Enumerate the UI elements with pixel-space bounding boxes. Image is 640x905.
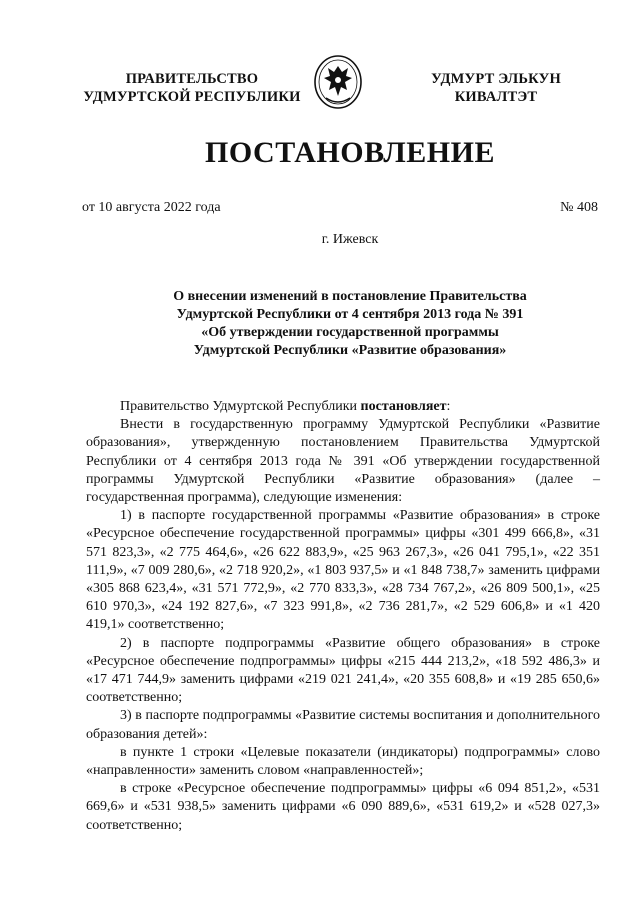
document-title: ПОСТАНОВЛЕНИЕ xyxy=(205,136,495,169)
subject-line: О внесении изменений в постановление Правительства xyxy=(173,289,527,304)
body-paragraph: в строке «Ресурсное обеспечение подпрограммы» цифры «6 094 851,2», «531 669,6» и «531 938,5» заменить цифрами «6 090 889,6», «531 619,2» и «528 027,3» соответственно; xyxy=(86,781,600,833)
intro-prefix: Правительство Удмуртской Республики xyxy=(120,399,361,414)
body-paragraph: 2) в паспорте подпрограммы «Развитие общего образования» в строке «Ресурсное обеспечение подпрограммы» цифры «215 444 213,2», «18 592 486,3» и «17 471 744,9» заменить цифрами «219 021 241,4», «20 355 608,8» и «19 285 650,6» соответственно; xyxy=(86,635,600,706)
document-date: от 10 августа 2022 года xyxy=(82,200,221,215)
subject-line: «Об утверждении государственной программы xyxy=(201,325,499,340)
body-paragraph: 1) в паспорте государственной программы «Развитие образования» в строке «Ресурсное обеспечение государственной программы» цифры «301 499 666,8», «31 571 823,3», «2 775 464,6», «26 622 883,9», «25 963 267,3», «26 041 795,1», «22 351 111,9», «7 009 280,6», «2 718 920,2», «1 803 937,5» и «1 848 738,7» заменить цифрами «305 868 623,4», «31 571 772,9», «2 770 833,3», «28 734 767,2», «26 809 500,1», «25 610 970,3», «24 192 827,6», «7 323 991,8», «2 736 281,7», «2 529 606,8» и «1 420 419,1» соответственно; xyxy=(86,508,600,633)
document-city: г. Ижевск xyxy=(321,232,379,247)
intro-suffix: : xyxy=(446,399,451,414)
subject-line: Удмуртской Республики «Развитие образования» xyxy=(193,343,507,358)
header-left-line2: УДМУРТСКОЙ РЕСПУБЛИКИ xyxy=(83,89,301,105)
subject-line: Удмуртской Республики от 4 сентября 2013 года № 391 xyxy=(176,307,524,322)
header-left-line1: ПРАВИТЕЛЬСТВО xyxy=(125,71,259,87)
body-paragraph: в пункте 1 строки «Целевые показатели (индикаторы) подпрограммы» слово «направленности» заменить словом «направленностей»; xyxy=(86,744,600,779)
body-paragraph: 3) в паспорте подпрограммы «Развитие системы воспитания и дополнительного образования детей»: xyxy=(86,708,600,742)
intro-bold: постановляет xyxy=(360,399,447,414)
header-right-line2: КИВАЛТЭТ xyxy=(454,89,538,105)
document-body xyxy=(86,398,600,835)
coat-of-arms-icon xyxy=(312,54,364,110)
body-paragraph: Внести в государственную программу Удмуртской Республики «Развитие образования», утвержденную постановлением Правительства Удмуртской Республики от 4 сентября 2013 года № 391 «Об утверждении государственной программы Удмуртской Республики «Развитие образования» (далее – государственная программа), следующие изменения: xyxy=(86,417,600,506)
document-number: № 408 xyxy=(560,200,598,215)
header-right xyxy=(396,70,596,106)
intro-paragraph xyxy=(86,398,600,416)
header-left xyxy=(68,70,316,106)
header-right-line1: УДМУРТ ЭЛЬКУН xyxy=(431,71,561,87)
document-subject xyxy=(130,288,570,360)
